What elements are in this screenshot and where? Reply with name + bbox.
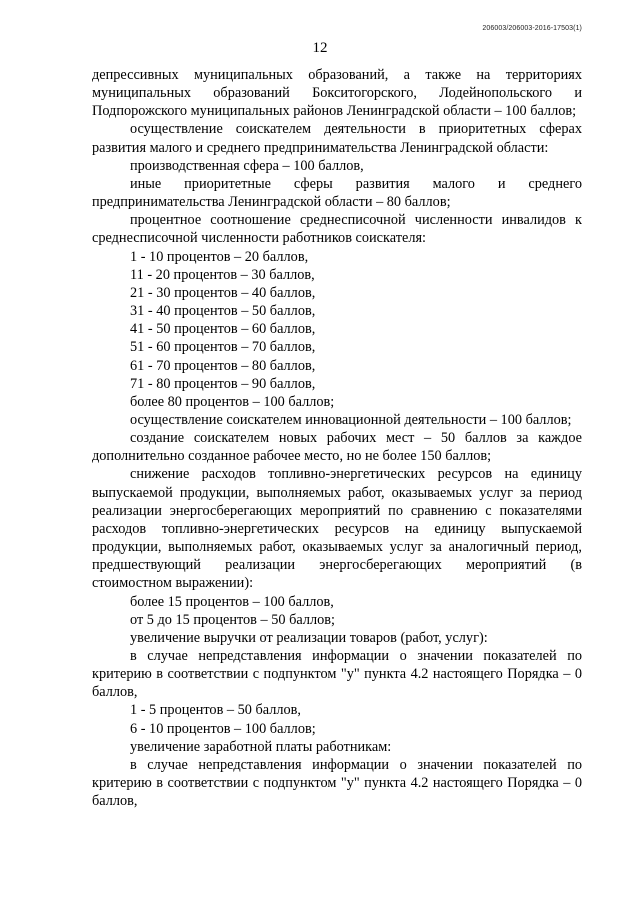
disabled-ratio-scale [92, 248, 582, 411]
page-number: 12 [312, 40, 328, 56]
list-item: более 15 процентов – 100 баллов, [130, 593, 334, 610]
list-item: от 5 до 15 процентов – 50 баллов; [130, 611, 335, 628]
paragraph-disabled-ratio: процентное соотношение среднесписочной численности инвалидов к среднесписочной численности работников соискателя: [92, 212, 582, 247]
energy-savings-scale [92, 593, 582, 629]
list-item: 1 - 10 процентов – 20 баллов, [130, 248, 309, 265]
list-item: 41 - 50 процентов – 60 баллов, [130, 321, 316, 338]
revenue-scale [92, 701, 582, 737]
list-item: более 80 процентов – 100 баллов; [130, 393, 335, 410]
list-item: 71 - 80 процентов – 90 баллов, [130, 375, 316, 392]
paragraph-revenue-no-info: в случае непредставления информации о значении показателей по критерию в соответствии с подпунктом "у" пункта 4.2 настоящего Порядка – 0 баллов, [92, 648, 582, 701]
paragraph-energy-savings: снижение расходов топливно-энергетических ресурсов на единицу выпускаемой продукции, выполняемых работ, оказываемых услуг за период реализации энергосберегающих мероприятий по сравнению с показателями расходов топливно-энергетических ресурсов на единицу выпускаемой продукции, выполняемых работ, оказываемых услуг за аналогичный период, предшествующий реализации энергосберегающих мероприятий (в стоимостном выражении): [92, 466, 582, 592]
document-id: 206003/206003-2016-17503(1) [482, 25, 582, 32]
paragraph-salary-growth: увеличение заработной платы работникам: [130, 738, 392, 755]
list-item: 6 - 10 процентов – 100 баллов; [130, 720, 316, 737]
list-item: 1 - 5 процентов – 50 баллов, [130, 702, 301, 719]
paragraph-innovation: осуществление соискателем инновационной деятельности – 100 баллов; [130, 411, 572, 428]
paragraph-salary-no-info: в случае непредставления информации о значении показателей по критерию в соответствии с подпунктом "у" пункта 4.2 настоящего Порядка – 0 баллов, [92, 756, 582, 810]
document-body [92, 66, 582, 810]
paragraph-revenue-growth: увеличение выручки от реализации товаров (работ, услуг): [130, 629, 488, 646]
list-item-production-sphere: производственная сфера – 100 баллов, [130, 157, 364, 174]
paragraph-other-priority-spheres: иные приоритетные сферы развития малого и среднего предпринимательства Ленинградской области – 80 баллов; [92, 175, 582, 211]
list-item: 51 - 60 процентов – 70 баллов, [130, 339, 316, 356]
paragraph-priority-spheres: осуществление соискателем деятельности в приоритетных сферах развития малого и среднего предпринимательства Ленинградской области: [92, 121, 582, 156]
paragraph-new-jobs: создание соискателем новых рабочих мест – 50 баллов за каждое дополнительно созданное рабочее место, но не более 150 баллов; [92, 430, 582, 465]
list-item: 11 - 20 процентов – 30 баллов, [130, 266, 315, 283]
list-item: 31 - 40 процентов – 50 баллов, [130, 303, 316, 320]
list-item: 61 - 70 процентов – 80 баллов, [130, 357, 316, 374]
list-item: 21 - 30 процентов – 40 баллов, [130, 284, 316, 301]
paragraph-depressed-municipalities: депрессивных муниципальных образований, а также на территориях муниципальных образований Бокситогорского, Лодейнопольского и Подпорожского муниципальных районов Ленинградской области – 100 баллов; [92, 67, 582, 120]
